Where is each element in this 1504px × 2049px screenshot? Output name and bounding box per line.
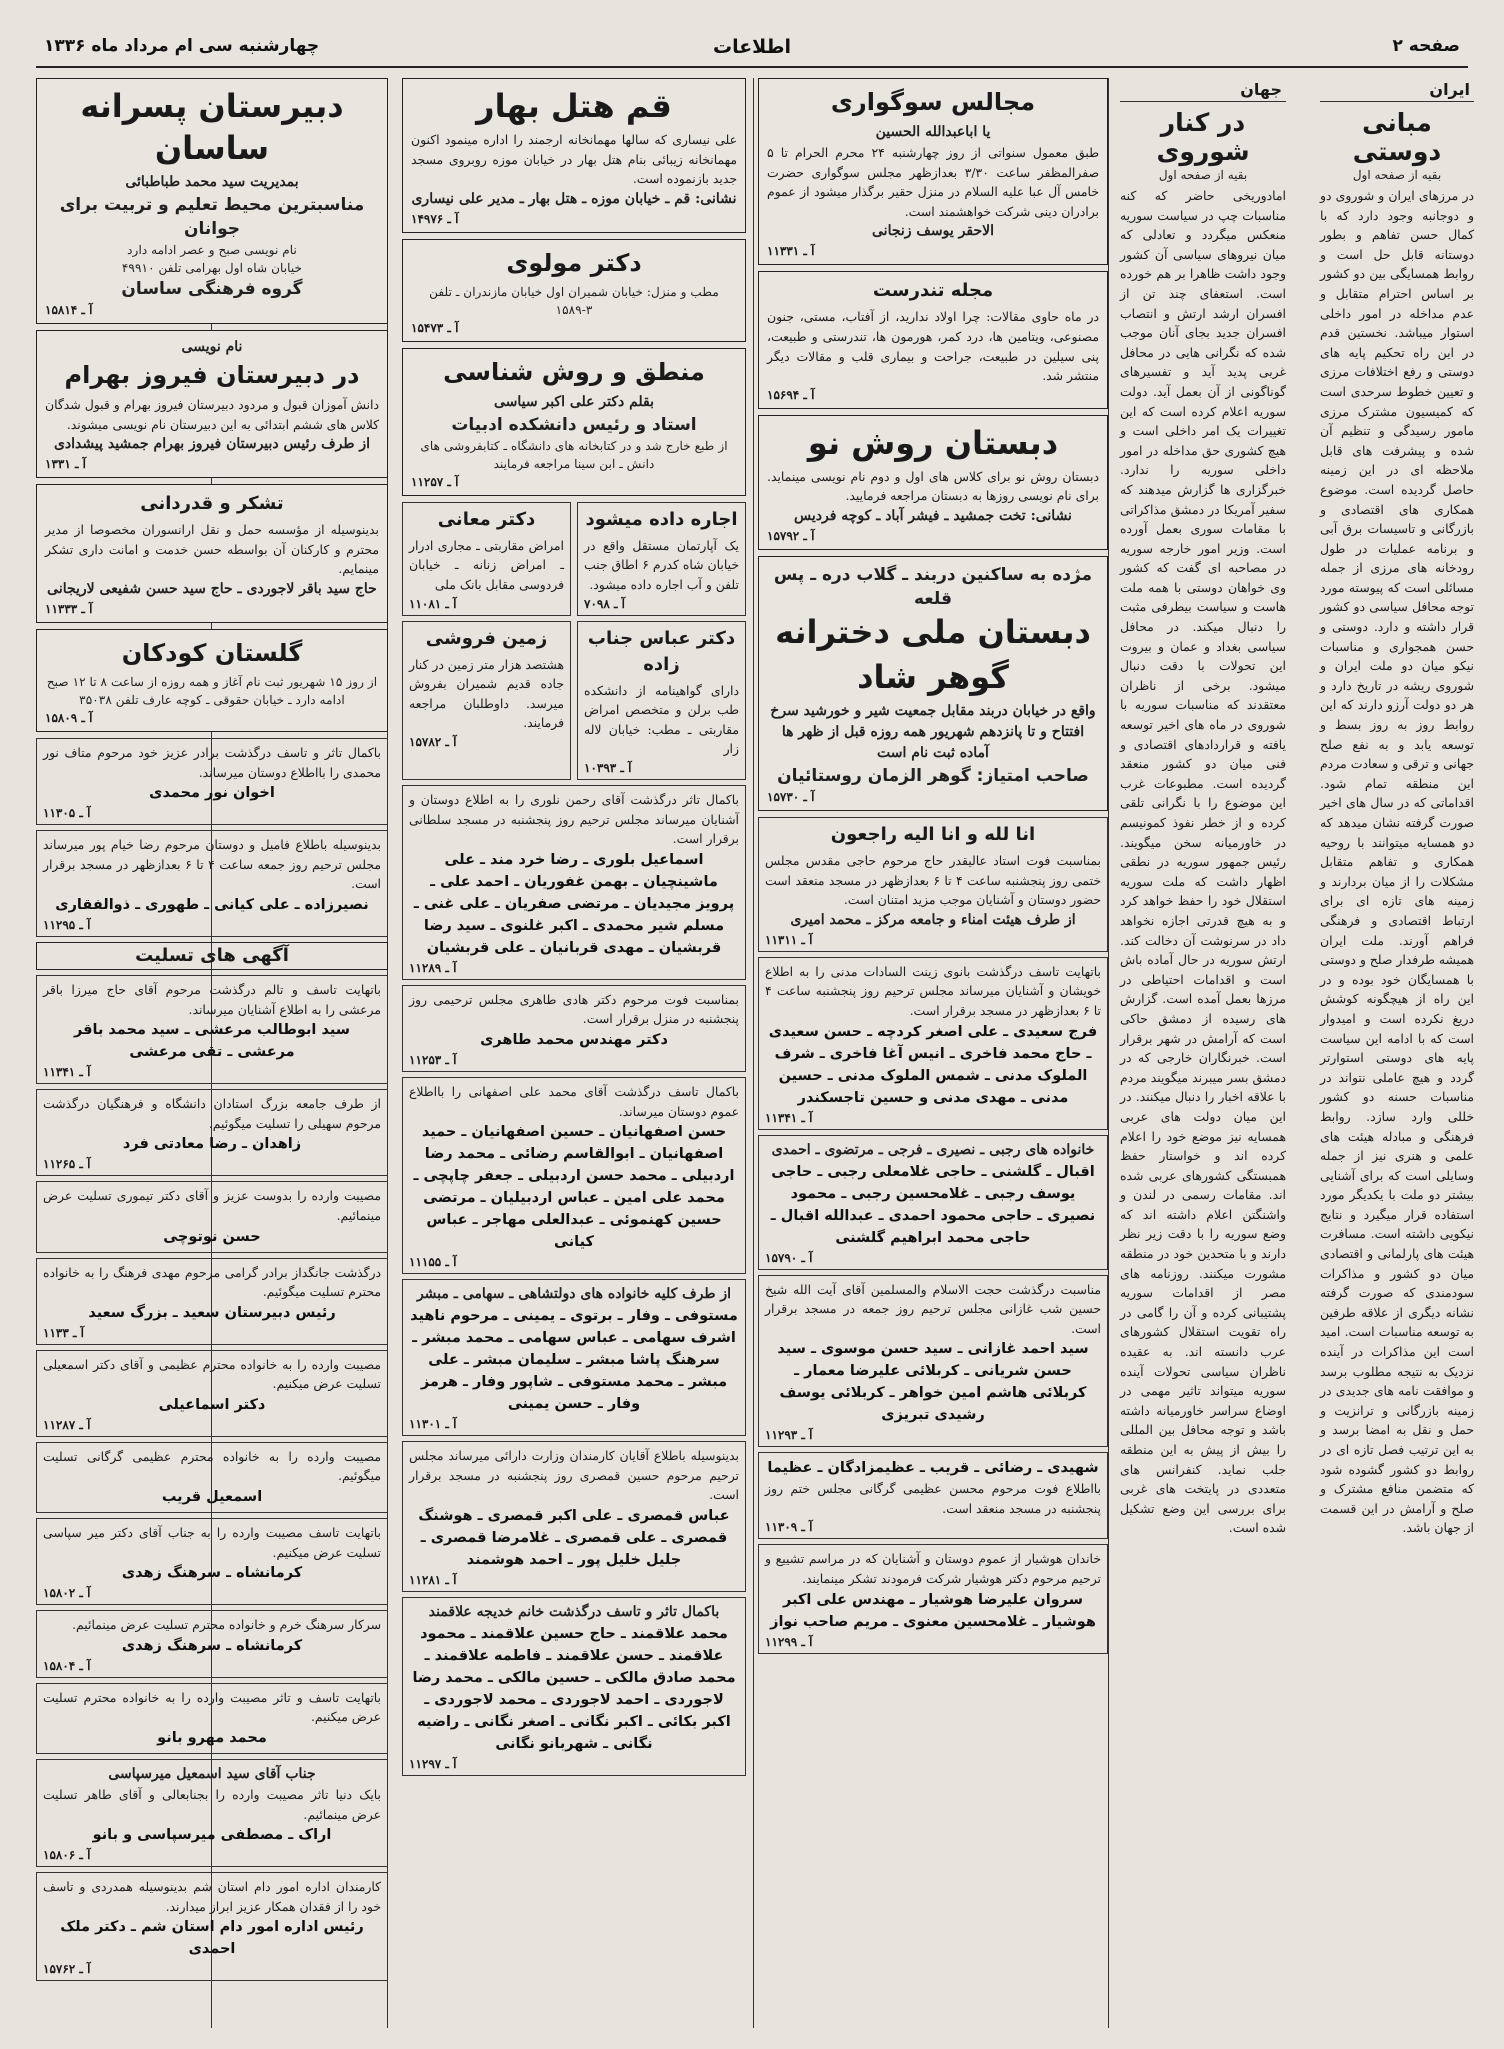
notice-title: باکمال تاثر و تاسف درگذشت خانم خدیجه علاقمند	[428, 1603, 720, 1620]
registration-ad	[36, 330, 388, 478]
school-ad	[758, 415, 1108, 550]
notice-text: کارمندان اداره امور دام استان شم بدینوسیله همدردی و تاسف خود را از فقدان همکار عزیز ابراز میدارند.	[43, 1879, 381, 1914]
notice-text: باکمال تاثر و تاسف درگذشت برادر عزیز خود مرحوم متاف نور محمدی را بااطلاع دوستان میرساند.	[43, 744, 381, 780]
condolence-notice	[36, 975, 388, 1084]
notice-title: جناب آقای سید اسمعیل میرسپاسی	[108, 1766, 316, 1783]
mourning-notice	[402, 1279, 746, 1436]
ad-text: در ماه حاوی مقالات: چرا اولاد ندارید، از آفتاب، مستی، جنون مصنوعی، ویتامین ها، درد کمر، هورمون ها، تندرستی و طبیعت، پنی سیلین در طبیعت، جراحت و بیماری قلب و مقالات دیگر منتشر شد.	[767, 309, 1099, 384]
condolence-notice	[36, 1518, 388, 1605]
doctor-janab-ad	[577, 621, 746, 780]
ad-slogan: مناسبترین محیط تعلیم و تربیت برای جوانان	[59, 195, 365, 239]
ad-title: مجالس سوگواری	[830, 88, 1036, 116]
notice-reference: آ ـ ۱۱۳۰۵	[43, 806, 91, 821]
ad-text: واقع در خیابان دربند مقابل جمعیت شیر و خورشید سرخ افتتاح و تا پانزدهم شهریور همه روزه قبل از ظهر ها آماده ثبت نام است	[770, 702, 1096, 761]
ad-reference: آ ـ ۱۵۷۳۰	[767, 789, 815, 804]
notice-text: بمناسبت فوت استاد عالیقدر حاج مرحوم حاجی مقدس مجلس ختمی روز پنجشنبه ساعت ۴ تا ۶ بعدازظهر در مسجد منعقد است حضور دوستان و آشنایان موجب مزید امتنان است.	[765, 852, 1101, 908]
mourning-ad	[758, 78, 1108, 265]
notice-reference: آ ـ ۱۱۲۹۳	[765, 1428, 813, 1443]
ad-reference: آ ـ ۱۵۷۸۲	[409, 734, 457, 749]
magazine-ad	[758, 271, 1108, 408]
notice-reference: آ ـ ۱۱۲۶۵	[43, 1157, 91, 1172]
notice-text: باتهایت تاسف درگذشت بانوی زینت السادات مدنی را به اطلاع خویشان و آشنایان میرساند مجلس ترحیم روز پنجشنبه ساعت ۴ تا ۶ بعدازظهر در مسجد برقرار است.	[765, 963, 1101, 1018]
ad-title: دکتر مولوی	[506, 248, 642, 277]
ad-text: هشتصد هزار متر زمین در کنار جاده قدیم شمیران بفروش میرسد. داوطلبان مراجعه فرمایند.	[409, 656, 564, 731]
ads-row	[402, 502, 746, 621]
notice-text: سرکار سرهنگ خرم و خانواده محترم تسلیت عرض مینمائیم.	[72, 1617, 381, 1633]
ad-reference: آ ـ ۱۱۳۳۱	[767, 244, 815, 259]
masthead	[36, 30, 1468, 68]
notice-reference: آ ـ ۱۵۷۶۲	[43, 1962, 91, 1977]
mourning-notice	[36, 830, 388, 937]
notice-names: فرج سعیدی ـ علی اصغر کردچه ـ حسن سعیدی ـ حاج محمد فاخری ـ انیس آغا فاخری ـ شرف الملوک مدنی ـ شمس الملوک مدنی ـ حسین مدنی ـ مهدی مدنی و حسین تاجسکندر	[768, 1023, 1098, 1106]
ad-title: منطق و روش شناسی	[443, 357, 705, 386]
notice-reference: آ ـ ۱۵۸۰۴	[43, 1658, 91, 1673]
ad-text: دبستان روش نو برای کلاس های اول و دوم نام نویسی مینماید. برای نام نویسی روزها به دبستان مراجعه فرمایید.	[767, 468, 1099, 504]
ad-text: نام نویسی صبح و عصر ادامه دارد	[127, 243, 297, 257]
notice-text: مصیبت وارده را بدوست عزیز و آقای دکتر تیموری تسلیت عرض مینمائیم.	[43, 1188, 381, 1223]
ad-director: بمدیریت سید محمد طباطبائی	[125, 174, 299, 190]
notice-title: از طرف کلیه خانواده های دولتشاهی ـ سهامی ـ مبشر	[416, 1286, 732, 1303]
notice-names: اسماعیل بلوری ـ رضا خرد مند ـ علی ماشینچیان ـ بهمن غفوریان ـ احمد علی ـ پرویز مجیدیان ـ مرتضی صفریان ـ علی غنی ـ مسلم شیر محمدی ـ اکبر غلنوی ـ سید رضا قربشیان ـ مهدی قربانیان ـ علی قربشیان	[413, 851, 735, 956]
ad-text: یک آپارتمان مستقل واقع در خیابان شاه کدرم ۶ اطاق جنب تلفن و آب اجاره داده میشود.	[584, 537, 739, 592]
notice-reference: آ ـ ۱۵۸۰۶	[43, 1848, 91, 1863]
ad-text: طبق معمول سنواتی از روز چهارشنبه ۲۴ محرم الحرام تا ۵ صفرالمظفر ساعت ۳/۳۰ بعدازظهر مجلس سوگواری حضرت خامس آل عبا علیه السلام در منزل حقیر برگذار میشود از عموم برادران دینی شرکت خواهشمند است.	[767, 145, 1100, 219]
mourning-notice	[402, 785, 746, 980]
notice-reference: آ ـ ۱۱۳۴۱	[765, 1110, 813, 1125]
mourning-notice	[402, 1597, 746, 1776]
condolence-section-title: آگهی های تسلیت	[36, 942, 388, 970]
ad-title: زمین فروشی	[425, 627, 548, 649]
notice-reference: آ ـ ۱۵۷۹۰	[765, 1250, 813, 1265]
ad-owner: صاحب امتیاز: گوهر الزمان روستائیان	[777, 765, 1089, 786]
notice-reference: آ ـ ۱۱۳۰۱	[409, 1417, 457, 1432]
ad-text: از طبع خارج شد و در کتابخانه های دانشگاه ـ کتابفروشی های دانش ـ ابن سینا مراجعه فرمایند	[420, 438, 728, 471]
notice-text: باتهایت تاسف و تالم درگذشت مرحوم آقای حاج میرزا باقر مرعشی را به اطلاع آشنایان میرساند.	[43, 981, 381, 1017]
notice-signature: از طرف هیئت امناء و جامعه مرکز ـ محمد امیری	[790, 911, 1076, 928]
notice-signature: اسمعیل قریب	[161, 1489, 263, 1506]
ad-title: در دبیرستان فیروز بهرام	[64, 361, 360, 389]
notice-text: از طرف جامعه بزرگ استادان دانشگاه و فرهنگیان درگذشت مرحوم سهیلی را تسلیت میگوئیم.	[43, 1096, 381, 1131]
ad-signature: حاج سید باقر لاجوردی ـ حاج سید حسن شفیعی لاریجانی	[47, 580, 377, 597]
ad-text: مطب و منزل: خیابان شمیران اول خیابان مازندران ـ تلفن ۳-۱۵۸۹	[429, 284, 719, 317]
notice-signature: حسن نوتوچی	[163, 1228, 261, 1245]
notice-signature: سید ابوطالب مرعشی ـ سید محمد باقر مرعشی ـ تقی مرعشی	[73, 1022, 350, 1061]
ad-reference: آ ـ ۱۵۶۹۴	[767, 387, 815, 402]
mourning-notice	[758, 1452, 1108, 1539]
article-subtitle: بقیه از صفحه اول	[1352, 168, 1442, 182]
notice-reference: آ ـ ۱۱۲۸۷	[43, 1417, 91, 1432]
ad-signature: از طرف رئیس دبیرستان فیروز بهرام جمشید پیشدادی	[53, 436, 371, 453]
article-title: مبانی دوستی	[1352, 108, 1442, 166]
notice-names: سید احمد غازانی ـ سید حسن موسوی ـ سید حسن شریانی ـ کربلائی علیرضا معمار ـ کربلائی هاشم امین خواهر ـ کربلائی یوسف رشیدی تبریزی	[777, 1341, 1089, 1424]
newspaper-name: اطلاعات	[712, 36, 792, 58]
school-name: گوهر شاد	[857, 657, 1009, 696]
ad-title: دبستان ملی دخترانه	[775, 612, 1091, 651]
notice-text: مصیبت وارده را به خانواده محترم عظیمی گرگانی تسلیت میگوئیم.	[43, 1448, 381, 1484]
section-label: جهان	[1120, 78, 1286, 102]
column-world	[1116, 78, 1290, 2028]
ad-title: قم هتل بهار	[476, 87, 672, 125]
sasan-school-ad	[36, 78, 388, 324]
notice-reference: آ ـ ۱۵۸۰۲	[43, 1586, 91, 1601]
ad-title: مجله تندرست	[872, 280, 994, 302]
column-ads-center	[754, 78, 1112, 2028]
notice-text: درگذشت جانگداز برادر گرامی مرحوم مهدی فرهنگ را به خانواده محترم تسلیت میگوئیم.	[43, 1264, 381, 1300]
notice-signature: اراک ـ مصطفی میرسپاسی و بانو	[92, 1827, 332, 1844]
hotel-ad	[402, 78, 746, 233]
notice-reference: آ ـ ۱۱۲۹۵	[43, 917, 91, 932]
notice-text: باکمال تاسف درگذشت آقای محمد علی اصفهانی را بااطلاع عموم دوستان میرساند.	[409, 1083, 739, 1119]
page-number: صفحه ۲	[1392, 36, 1460, 56]
mourning-notice	[758, 1275, 1108, 1448]
land-ad	[402, 621, 571, 780]
notice-signature: زاهدان ـ رضا معادتی فرد	[122, 1136, 302, 1153]
mourning-notice	[402, 1441, 746, 1592]
ad-reference: آ ـ ۱۵۷۹۲	[767, 528, 815, 543]
condolence-notice	[36, 1442, 388, 1513]
notice-reference: آ ـ ۱۱۲۸۹	[409, 960, 457, 975]
mourning-notice	[402, 985, 746, 1072]
condolence-notice	[36, 1759, 388, 1867]
notice-text: مصیبت وارده را به خانواده محترم عظیمی و آقای دکتر اسمعیلی تسلیت عرض میکنیم.	[43, 1356, 381, 1392]
condolence-notice	[36, 1089, 388, 1176]
notice-reference: آ ـ ۱۱۳۴۱	[43, 1065, 91, 1080]
notice-text: باتهایت تاسف مصیبت وارده را به جناب آقای دکتر میر سپاسی تسلیت عرض میکنیم.	[43, 1525, 381, 1560]
notice-names: عباس قمصری ـ علی اکبر قمصری ـ هوشنگ قمصری ـ علی قمصری ـ غلامرضا قمصری ـ جلیل خلیل پور ـ احمد هوشمند	[418, 1507, 730, 1568]
ad-reference: آ ـ ۱۴۹۷۶	[411, 211, 459, 226]
ad-reference: آ ـ ۱۱۲۵۷	[411, 474, 459, 489]
column-ads-left	[32, 78, 392, 2028]
ad-text: از روز ۱۵ شهریور ثبت نام آغاز و همه روزه از ساعت ۸ تا ۱۲ صبح ادامه دارد ـ خیابان حقوقی ـ کوچه عارف تلفن ۳۵۰۳۸	[46, 674, 378, 707]
notice-names: مستوفی ـ وفار ـ برتوی ـ یمینی ـ مرحوم ناهید اشرف سهامی ـ عباس سهامی ـ محمد مبشر ـ سرهنگ پاشا مبشر ـ سلیمان مبشر ـ علی مبشر ـ محمد مستوفی ـ شاپور وفار ـ هرمز وفار ـ حسن یمینی	[410, 1308, 738, 1413]
condolence-notice	[36, 1610, 388, 1678]
notice-reference: آ ـ ۱۱۲۵۳	[409, 1052, 457, 1067]
notice-text: بایک دنیا تاثر مصیبت وارده را بجنابعالی و آقای طاهر تسلیت عرض مینمائیم.	[43, 1787, 381, 1822]
notice-reference: آ ـ ۱۱۲۸۱	[409, 1572, 457, 1587]
girls-school-ad	[758, 556, 1108, 811]
ad-label: نام نویسی	[181, 339, 243, 355]
column-ads-middle	[398, 78, 750, 2028]
ad-text: امراض مقاربتی ـ مجاری ادرار ـ امراض زنانه ـ خیابان فردوسی مقابل بانک ملی	[409, 537, 564, 592]
notice-signature: کرمانشاه ـ سرهنگ زهدی	[121, 1637, 303, 1654]
ad-reference: آ ـ ۱۰۳۹۳	[584, 760, 632, 775]
notice-text: مناسبت درگذشت حجت الاسلام والمسلمین آقای آیت الله شیخ حسین شب غازانی مجلس ترحیم روز جمعه در مسجد برقرار است.	[765, 1281, 1101, 1336]
notice-names: سروان علیرضا هوشیار ـ مهندس علی اکبر هوشیار ـ غلامحسین معنوی ـ مریم صاحب نواز	[770, 1591, 1096, 1630]
article-body: امادوریخی حاضر که کنه مناسبات چپ در سیاست سوریه منعکس میگردد و تعادلی که میان نیروهای سیاسی آن کشور وجود داشت ظاهرا بر هم خورده است. استعفای چند تن از افسران ارشد ارتش و انتصاب افسران جدید بجای آنان موجب شده که نگرانی هایی در محافل غربی پدید آید و تفسیرهای گوناگونی از آن بعمل آید. دولت سوریه اعلام کرده است که این تغییرات یک امر داخلی است و هیچ کشوری حق مداخله در امور داخلی سوریه را ندارد. خبرگزاری ها گزارش میدهند که سفیر آمریکا در دمشق مذاکراتی با مقامات سوری بعمل آورده است. وزیر امور خارجه سوریه در مصاحبه ای گفت که کشور وی خواهان دوستی با همه ملت هاست و سیاست بیطرفی مثبت را دنبال میکند. در محافل سیاسی بغداد و عمان و بیروت این تحولات با دقت دنبال میشود. برخی از ناظران معتقدند که مناسبات سوریه با شوروی در ماه های اخیر توسعه یافته و قراردادهای اقتصادی و فنی میان دو کشور منعقد گردیده است. مطبوعات غرب این موضوع را با نگرانی تلقی کرده و از خطر نفوذ کمونیسم در خاورمیانه سخن میگویند. رئیس جمهور سوریه در نطقی اظهار داشت که ملت سوریه استقلال خود را حفظ خواهد کرد و به هیچ قدرتی اجازه نخواهد داد در سرنوشت آن دخالت کند. ارتش سوریه در حال آماده باش است و اقدامات احتیاطی در مرزها بعمل آمده است. گزارش های رسیده از دمشق حاکی است که آرامش در شهر برقرار است. خبرنگاران خارجی که در دمشق بسر میبرند میگویند مردم با علاقه اخبار را دنبال میکنند. در این میان دولت های عربی همسایه نیز موضع خود را اعلام کرده اند و خواستار حفظ همبستگی کشورهای عربی شده اند. مقامات رسمی در لندن و واشنگتن اعلام داشته اند که وضع سوریه را با دقت زیر نظر دارند و با متحدین خود در منطقه مشورت میکنند. روزنامه های مصر از اقدامات سوریه پشتیبانی کرده و آن را گامی در راه تقویت استقلال کشورهای عرب دانسته اند. به عقیده ناظران سیاسی تحولات آینده سوریه میتواند تاثیر مهمی در اوضاع سراسر خاورمیانه داشته باشد و توجه محافل بین المللی را بیش از پیش به این منطقه جلب نماید. کنفرانس های متعددی در پایتخت های غربی برای بررسی این وضع تشکیل شده است.	[1120, 188, 1286, 1536]
mourning-notice	[758, 1135, 1108, 1270]
author-role: استاد و رئیس دانشکده ادبیات	[451, 414, 697, 435]
mourning-notice	[402, 1077, 746, 1274]
notice-text: بااطلاع فوت مرحوم محسن عظیمی گرگانی مجلس ختم روز پنجشنبه در مسجد منعقد است.	[765, 1481, 1101, 1516]
notice-title: خانواده های رجبی ـ نصیری ـ فرجی ـ مرتضوی ـ احمدی	[771, 1141, 1095, 1158]
notice-names: دکتر مهندس محمد طاهری	[480, 1031, 668, 1048]
condolence-notice	[36, 1258, 388, 1345]
notice-reference: آ ـ ۱۱۳۰۹	[765, 1520, 813, 1535]
mourning-notice	[758, 1544, 1108, 1653]
ad-reference: آ ـ ۱۱۳۳۳	[45, 601, 93, 616]
notice-text: خاندان هوشیار از عموم دوستان و آشنایان که در مراسم تشییع و ترحیم مرحوم دکتر هوشیار شرکت فرمودند تشکر مینمایند.	[765, 1551, 1101, 1587]
notice-names: محمد علاقمند ـ حاج حسین علاقمند ـ محمود علاقمند ـ حسن علاقمند ـ فاطمه علاقمند ـ محمد صادق مالکی ـ حسین مالکی ـ محمد رضا لاجوردی ـ احمد لاجوردی ـ محمد لاجوردی ـ اکبر بکائی ـ اکبر نگانی ـ اصغر نگانی ـ راضیه نگانی ـ شهربانو نگانی	[412, 1625, 736, 1752]
ad-text: بدینوسیله از مؤسسه حمل و نقل ارانسوران مخصوصا از مدیر محترم و کارکنان آن بواسطه حسن خدمت و امانت داری تشکر مینمایم.	[45, 522, 379, 577]
notice-signature: رئیس دبیرستان سعید ـ بزرگ سعید	[88, 1304, 336, 1321]
doctor-maani-ad	[402, 502, 571, 616]
ads-row	[402, 621, 746, 785]
book-ad	[402, 348, 746, 496]
ad-title: تشکر و قدردانی	[140, 493, 284, 515]
ad-title: دکتر عباس جناب زاده	[587, 627, 736, 675]
thanks-ad	[36, 484, 388, 623]
condolence-notice	[36, 1350, 388, 1437]
notice-text: باکمال تاثر درگذشت آقای رحمن نلوری را به اطلاع دوستان و آشنایان میرساند مجلس ترحیم روز پنجشنبه در مسجد سلطانی برقرار است.	[409, 791, 739, 847]
article-subtitle: بقیه از صفحه اول	[1158, 168, 1248, 182]
ad-title: گلستان کودکان	[121, 638, 303, 667]
notice-reference: آ ـ ۱۱۱۵۵	[409, 1255, 457, 1270]
ad-reference: آ ـ ۱۵۴۷۳	[411, 320, 459, 335]
notice-text: بمناسبت فوت مرحوم دکتر هادی طاهری مجلس ترحیمی روز پنجشنبه در منزل برقرار است.	[409, 991, 739, 1027]
rent-ad	[577, 502, 746, 616]
notice-signature: نصیرزاده ـ علی کیانی ـ طهوری ـ ذوالفقاری	[55, 896, 369, 913]
notice-text: بدینوسیله باطلاع فامیل و دوستان مرحوم رضا خیام پور میرساند مجلس ترحیم روز جمعه ساعت ۴ تا ۶ بعدازظهر در مسجد برقرار است.	[43, 837, 381, 892]
ad-reference: آ ـ ۱۵۸۰۹	[45, 710, 93, 725]
notice-names: حسن اصفهانیان ـ حسین اصفهانیان ـ حمید اصفهانیان ـ ابوالقاسم رضائی ـ محمد رضا اردبیلی ـ محمد حسن اردبیلی ـ جعفر چاپچی ـ محمد علی امین ـ عباس اردبیلیان ـ مرتضی حسین کهنموئی ـ عبدالعلی مهاجر ـ عباس کیانی	[413, 1124, 735, 1251]
notice-reference: آ ـ ۱۱۲۹۷	[409, 1756, 457, 1771]
ad-title: دبیرستان پسرانه ساسان	[80, 87, 344, 167]
book-author: بقلم دکتر علی اکبر سیاسی	[493, 393, 655, 410]
doctor-ad	[402, 239, 746, 342]
notice-names: اقبال ـ گلشنی ـ حاجی غلامعلی رجبی ـ حاجی یوسف رجبی ـ غلامحسین رجبی ـ محمود نصیری ـ حاجی محمود احمدی ـ عبدالله اقبال ـ حاجی محمد ابراهیم گلشنی	[770, 1163, 1096, 1246]
ad-text: دارای گواهینامه از دانشکده طب برلن و متخصص امراض مقاربتی ـ مطب: خیابان لاله زار	[584, 682, 739, 757]
condolence-notice	[36, 1683, 388, 1754]
mourning-notice	[758, 957, 1108, 1130]
mourning-notice	[758, 817, 1108, 952]
article-title: در کنار شوروی	[1156, 108, 1250, 166]
ad-text: علی نیساری که سالها مهمانخانه ارجمند را اداره مینمود اکنون مهمانخانه زیبائی بنام هتل بهار در خیابان موزه روبروی مسجد جدید بازنموده است.	[411, 132, 737, 187]
ad-address: خیابان شاه اول بهرامی تلفن ۴۹۹۱۰	[121, 261, 303, 275]
notice-text: بدینوسیله باطلاع آقایان کارمندان وزارت دارائی میرساند مجلس ترحیم مرحوم حسین قمصری روز پنجشنبه در مسجد برقرار است.	[409, 1448, 739, 1503]
ad-signature: الاحقر یوسف زنجانی	[872, 223, 994, 240]
notice-names: شهیدی ـ رضائی ـ قریب ـ عظیمزادگان ـ عظیما	[767, 1460, 1099, 1477]
ad-title: دکتر معانی	[437, 508, 536, 530]
article-body: در مرزهای ایران و شوروی دو و دوجانبه وجود دارد که با کمال حسن تفاهم و بطور دوستانه قابل حل است و روابط همسایگی بین دو کشور بر اساس احترام متقابل و عدم مداخله در امور داخلی استوار میباشد. نخستین قدم در این راه تحکیم پایه های دوستی و رفع اختلافات مرزی و تعیین خطوط سرحدی است که کمیسیون مشترک مرزی مامور رسیدگی و تنظیم آن شده و پیشرفت های قابل ملاحظه ای در این زمینه حاصل گردیده است. موضوع همکاری های اقتصادی و بازرگانی و تاسیسات برق آبی و برنامه عملیات در طول رودخانه های مرزی از جمله مسائلی است که پیوسته مورد توجه محافل سیاسی دو کشور قرار داشته و دارد. دوستی و حسن همجواری و مناسبات نیکو میان دو ملت ایران و شوروی ریشه در تاریخ دارد و هر دو دولت آرزو دارند که این روابط روز به روز بسط و توسعه یابد و به نفع صلح جهانی و ترقی و سعادت مردم این منطقه تمام شود. اقداماتی که در سال های اخیر صورت گرفته نشان میدهد که دو همسایه میتوانند با روحیه همکاری و تفاهم متقابل مشکلات را از میان بردارند و زمینه های تازه ای برای ارتباط اقتصادی و فرهنگی فراهم آورند. ملت ایران همیشه طرفدار صلح و دوستی با همسایگان خود بوده و در این راه از هیچگونه کوشش دریغ نکرده است و امیدوار است که با ادامه این سیاست پایه های دوستی استوارتر گردد و هیچ عاملی نتواند در مناسبات حسنه دو کشور خللی وارد سازد. روابط فرهنگی و مبادله هیئت های علمی و هنری نیز از جمله وسایلی است که برای آشنایی بیشتر دو ملت با یکدیگر مورد استفاده قرار میگیرد و نتایج نیکویی داشته است. مسافرت هیئت های پارلمانی و اقتصادی میان دو کشور و مذاکرات سودمندی که صورت گرفته نشانه دیگری از علاقه طرفین به توسعه مناسبات است. امید است این مذاکرات در آینده نزدیک به نتیجه مطلوب برسد و موافقت نامه های جدیدی در زمینه بازرگانی و ترانزیت و حمل و نقل به امضا برسد و به این ترتیب فصل تازه ای در روابط دو کشور گشوده شود که متضمن منافع مشترک و صلح و آرامش در این قسمت از جهان باشد.	[1320, 188, 1474, 1536]
notice-signature: کرمانشاه ـ سرهنگ زهدی	[121, 1565, 303, 1582]
ad-reference: آ ـ ۷۰۹۸	[584, 596, 625, 611]
notice-reference: آ ـ ۱۱۲۹۹	[765, 1634, 813, 1649]
ad-reference: آ ـ ۱۵۸۱۴	[45, 303, 93, 317]
notice-text: باتهایت تاسف و تاثر مصیبت وارده را به خانواده محترم تسلیت عرض میکنیم.	[43, 1689, 381, 1725]
ad-headline: مژده به ساکنین دربند ـ گلاب دره ـ پس قلعه	[773, 564, 1093, 609]
ad-reference: آ ـ ۱۳۳۱	[45, 457, 86, 472]
notice-title: انا لله و انا الیه راجعون	[830, 823, 1036, 845]
ad-address: نشانی: قم ـ خیابان موزه ـ هتل بهار ـ مدیر علی نیساری	[411, 190, 737, 207]
kindergarten-ad	[36, 629, 388, 732]
notice-signature: رئیس اداره امور دام استان شم ـ دکتر ملک احمدی	[60, 1919, 364, 1958]
issue-date: چهارشنبه سی ام مرداد ماه ۱۳۳۶	[44, 36, 320, 56]
notice-signature: محمد مهرو بانو	[157, 1730, 267, 1747]
notice-reference: آ ـ ۱۱۳۳	[43, 1325, 84, 1340]
ad-reference: آ ـ ۱۱۰۸۱	[409, 596, 457, 611]
condolence-notice	[36, 1181, 388, 1252]
ad-signature: گروه فرهنگی ساسان	[121, 279, 303, 299]
notice-signature: دکتر اسماعیلی	[158, 1396, 266, 1413]
condolence-notice	[36, 1872, 388, 1981]
ad-title: اجاره داده میشود	[585, 508, 738, 530]
ad-address: نشانی: تخت جمشید ـ فیشر آباد ـ کوچه فردیس	[794, 507, 1072, 524]
ad-text: دانش آموزان قبول و مردود دبیرستان فیروز بهرام و قبول شدگان کلاس های ششم ابتدائی به این دبیرستان نام نویسی میشوند.	[45, 397, 379, 432]
section-label: ایران	[1320, 78, 1474, 102]
ad-subtitle: یا اباعبدالله الحسین	[875, 124, 991, 140]
column-iran	[1316, 78, 1478, 2028]
ad-title: دبستان روش نو	[807, 423, 1059, 462]
mourning-notice	[36, 738, 388, 825]
notice-reference: آ ـ ۱۱۳۱۱	[765, 932, 813, 947]
notice-signature: اخوان نور محمدی	[149, 785, 275, 802]
